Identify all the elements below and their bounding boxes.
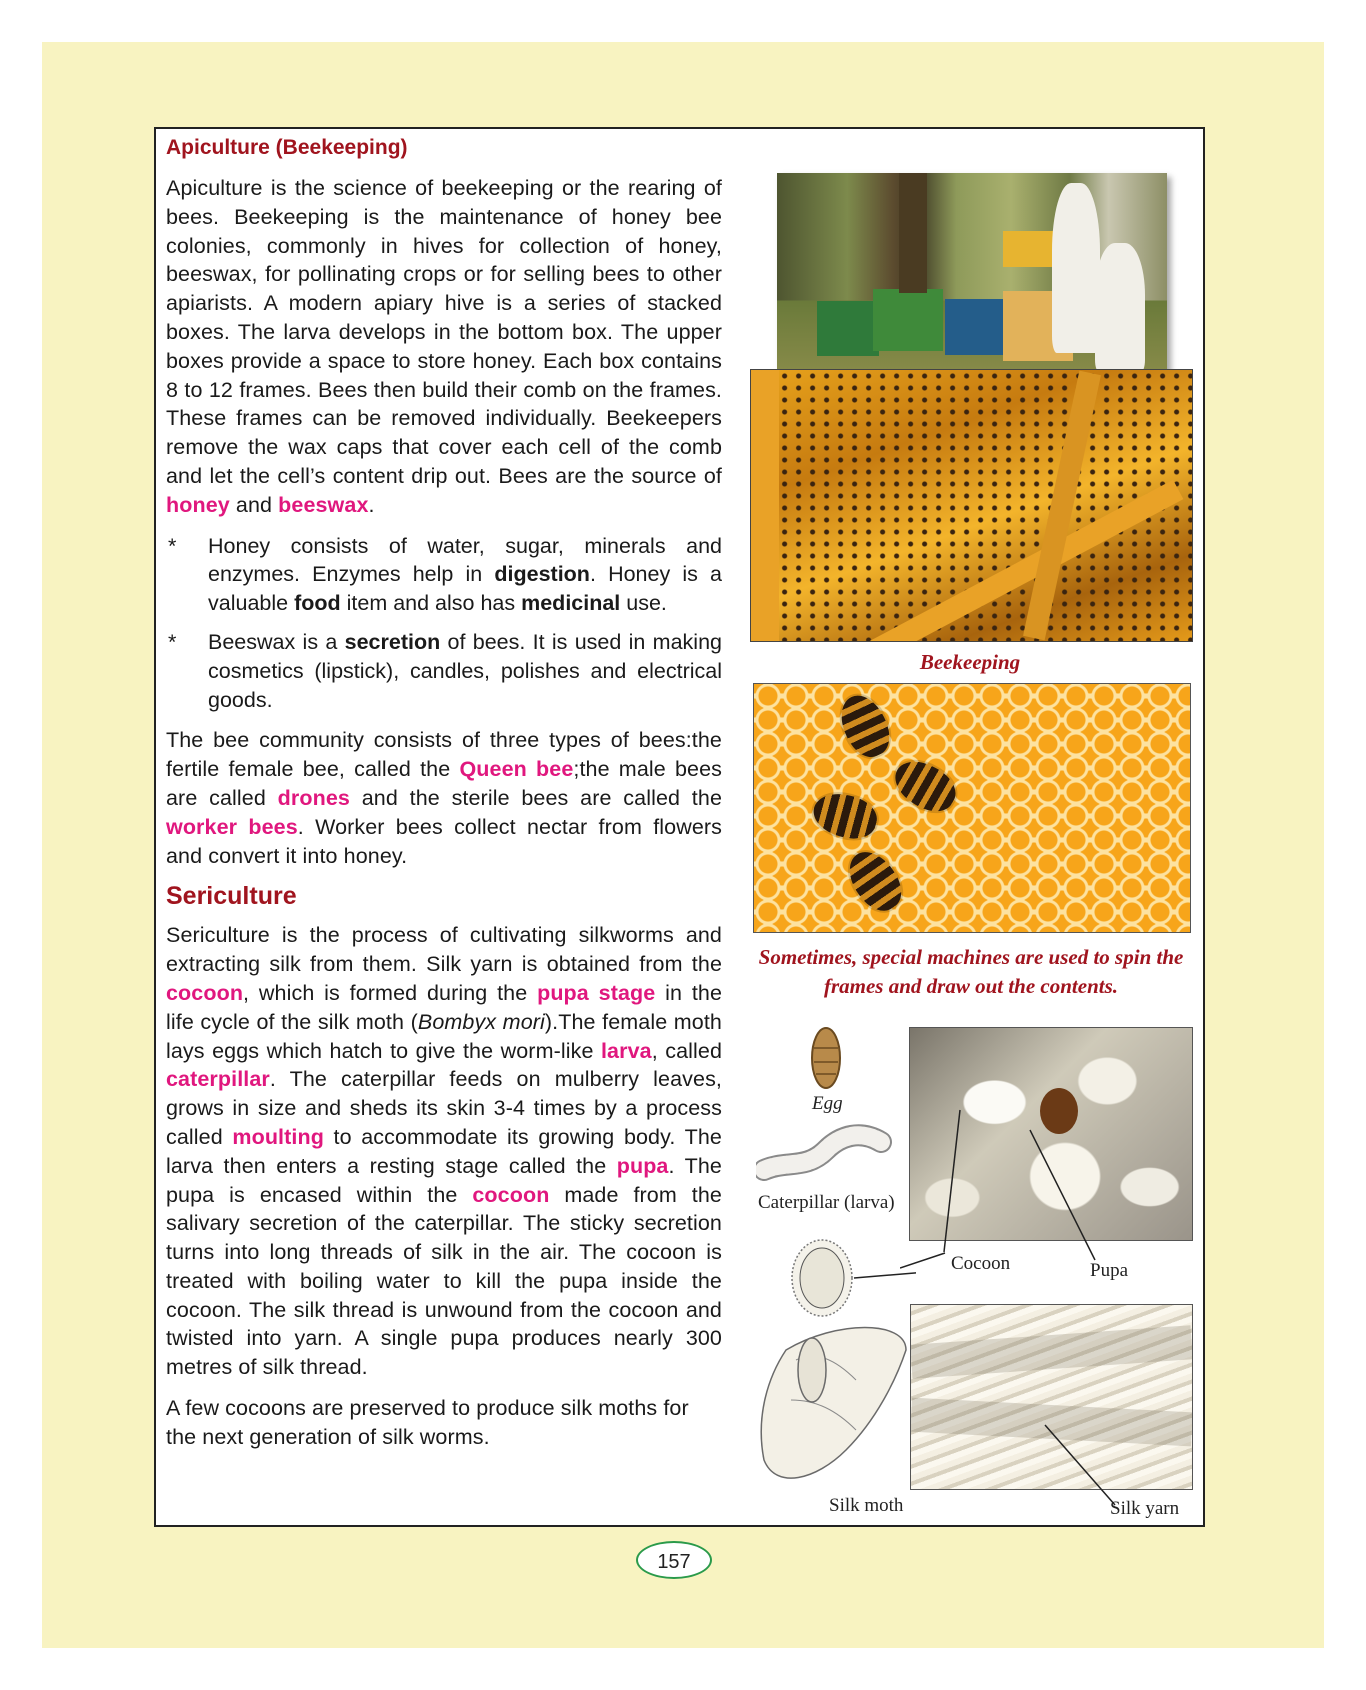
bullet-star: * — [168, 629, 177, 654]
apiculture-heading: Apiculture (Beekeeping) — [166, 136, 408, 159]
frame-bar — [829, 480, 1184, 642]
page-number: 157 — [636, 1541, 712, 1579]
term-beeswax: beeswax — [278, 492, 369, 517]
bullet-star: * — [168, 533, 177, 558]
apiculture-bullets — [166, 532, 722, 715]
bee — [887, 752, 963, 820]
honey-frame — [1003, 231, 1055, 267]
bee — [839, 843, 910, 920]
bullet-beeswax: * Beeswax is a secretion of bees. It is used in making cosmetics (lipstick), candles, polishes and electrical goods. — [168, 629, 722, 712]
label-caterpillar: Caterpillar (larva) — [758, 1192, 895, 1213]
hive-box — [817, 301, 879, 356]
label-cocoon: Cocoon — [951, 1253, 1011, 1274]
egg-icon — [812, 1028, 840, 1088]
sericulture-heading: Sericulture — [166, 882, 297, 911]
beekeeper — [1052, 183, 1100, 353]
beekeeper — [1095, 243, 1145, 373]
caption-machines: Sometimes, special machines are used to spin the frames and draw out the contents. — [758, 945, 1184, 998]
term-worker-bees: worker bees — [166, 814, 298, 839]
frame-edge — [751, 370, 779, 641]
label-silk-moth: Silk moth — [829, 1495, 904, 1516]
yarn-twist — [910, 1325, 1193, 1379]
caterpillar-icon — [764, 1135, 881, 1170]
bee — [809, 787, 882, 844]
sericulture-closing: A few cocoons are preserved to produce silk moths for the next generation of silk worms. — [166, 1396, 689, 1449]
text-column — [166, 136, 722, 1464]
bee-community-paragraph: The bee community consists of three types of bees:the fertile female bee, called the Queen bee;the male bees are called drones and the sterile bees are called the worker bees. Worker bees collect nectar from flowers and convert it into honey. — [166, 728, 723, 868]
term-queen-bee: Queen bee — [459, 757, 574, 782]
cocoon-pointer-lines — [900, 1090, 1120, 1270]
bullet-honey: * Honey consists of water, sugar, minerals and enzymes. Enzymes help in digestion. Honey is a valuable food item and also has medicinal use. — [168, 533, 722, 616]
tree-trunk — [899, 173, 927, 293]
hive-box — [873, 289, 943, 351]
yarn-pointer-line — [1040, 1420, 1120, 1510]
term-honey: honey — [166, 492, 230, 517]
caption-beekeeping: Beekeeping — [919, 650, 1021, 674]
bees-on-frame-photo — [750, 369, 1193, 642]
term-drones: drones — [277, 785, 350, 810]
apiculture-intro: Apiculture is the science of beekeeping or the rearing of bees. Beekeeping is the maintenance of honey bee colonies, commonly in hives for collection of honey, beeswax, for pollinating crops or for selling bees to other apiarists. A modern apiary hive is a series of stacked boxes. The larva develops in the bottom box. The upper boxes provide a space to store honey. Each box contains 8 to 12 frames. Bees then build their comb on the frames. These frames can be removed individually. Beekeepers remove the wax caps that cover each cell of the comb and let the cell’s content drip out. Bees are the source of honey and beeswax. — [166, 176, 722, 517]
label-pupa: Pupa — [1090, 1260, 1128, 1281]
frame-bar — [1023, 371, 1101, 641]
silk-moth-icon — [761, 1328, 906, 1479]
hive-box — [945, 299, 1003, 355]
label-silk-yarn: Silk yarn — [1110, 1498, 1180, 1519]
honeycomb-photo — [753, 683, 1191, 933]
cocoon-sketch-icon — [792, 1240, 852, 1316]
label-egg: Egg — [812, 1093, 843, 1114]
sericulture-paragraph: Sericulture is the process of cultivating silkworms and extracting silk from them. Silk yarn is obtained from the cocoon, which is formed during the pupa stage in the life cycle of the silk moth (Bombyx mori).The female moth lays eggs which hatch to give the worm-like larva, called caterpillar. The caterpillar feeds on mulberry leaves, grows in size and sheds its skin 3-4 times by a process called moulting to accommodate its growing body. The larva then enters a resting stage called the pupa. The pupa is encased within the cocoon made from the salivary secretion of the caterpillar. The sticky secretion turns into long threads of silk in the air. The cocoon is treated with boiling water to kill the pupa inside the cocoon. The silk thread is unwound from the cocoon and twisted into yarn. A single pupa produces nearly 300 metres of silk thread. — [166, 923, 723, 1380]
apiary-photo — [777, 173, 1167, 379]
pointer-arrows — [854, 1270, 916, 1278]
bee — [832, 688, 897, 764]
